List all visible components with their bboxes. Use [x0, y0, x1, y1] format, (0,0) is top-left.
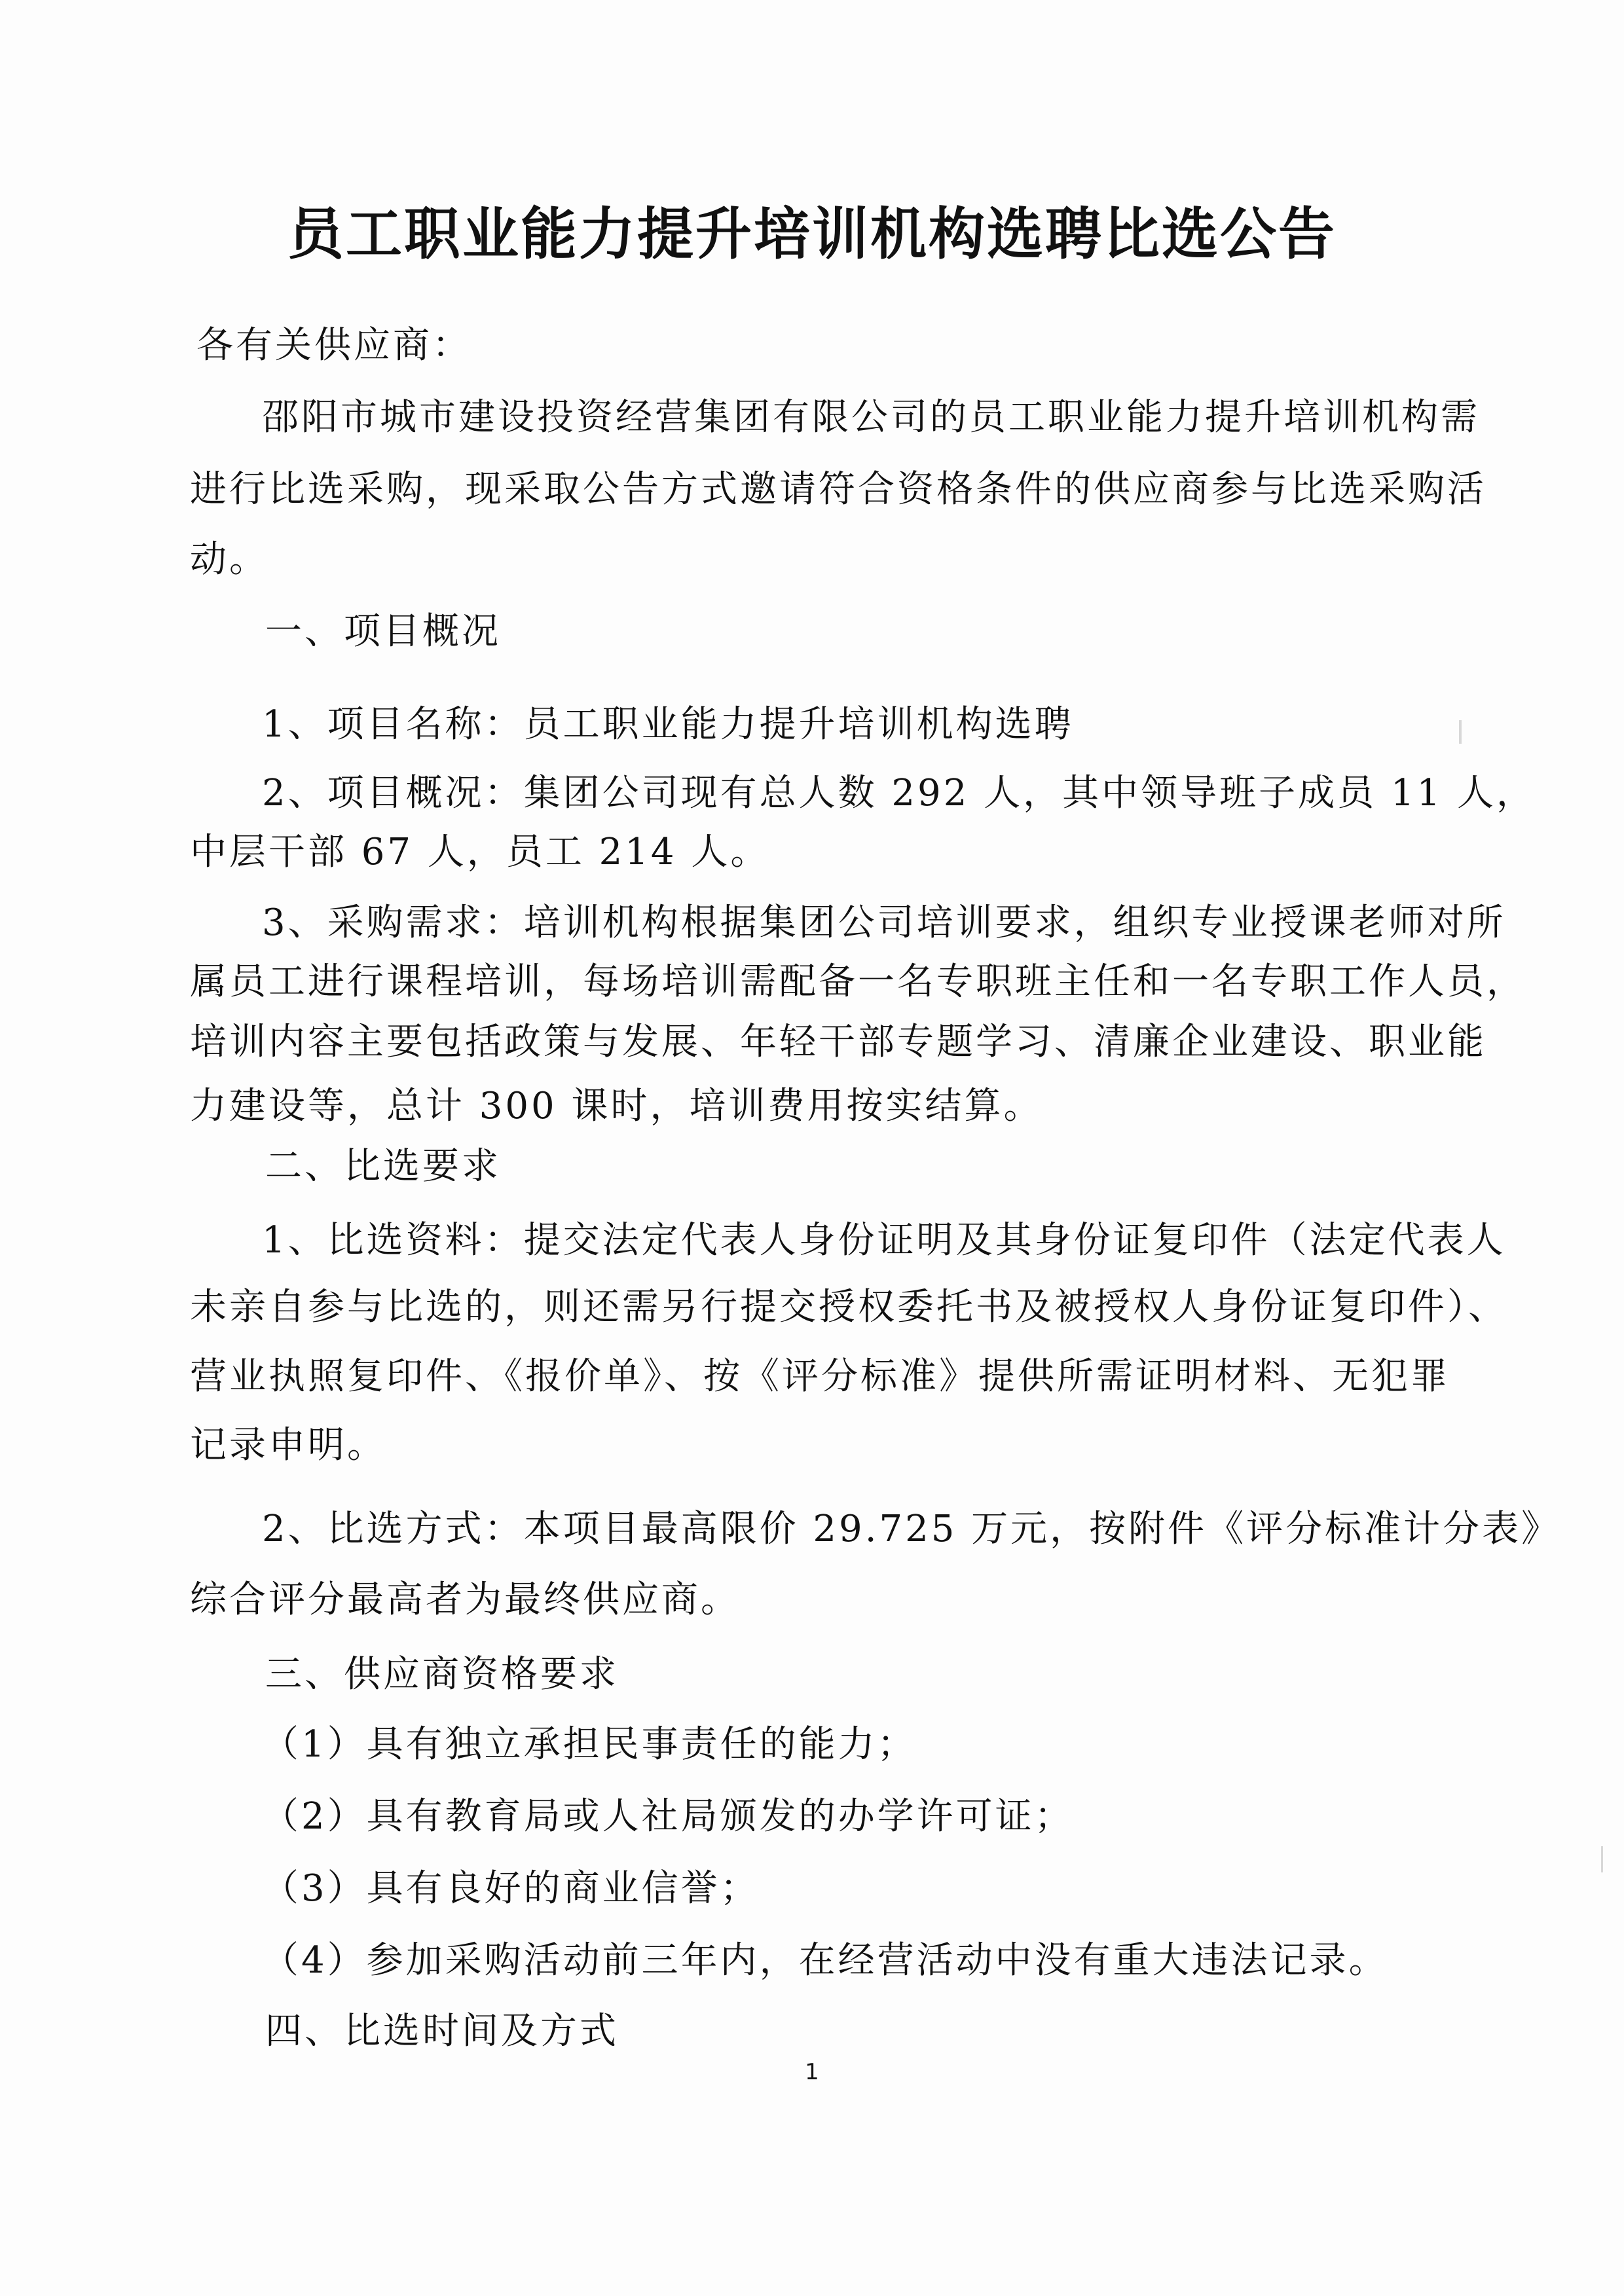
page-number: 1: [805, 2059, 819, 2085]
section-heading: 二、比选要求: [265, 1145, 501, 1188]
intro-line: 进行比选采购，现采取公告方式邀请符合资格条件的供应商参与比选采购活: [190, 468, 1486, 511]
list-item: （3）具有良好的商业信誉；: [262, 1867, 760, 1910]
paragraph-line: 3、采购需求：培训机构根据集团公司培训要求，组织专业授课老师对所: [262, 902, 1506, 944]
section-heading: 四、比选时间及方式: [265, 2010, 619, 2052]
intro-line: 邵阳市城市建设投资经营集团有限公司的员工职业能力提升培训机构需: [262, 396, 1480, 439]
paragraph-line: 力建设等，总计 300 课时，培训费用按实结算。: [190, 1085, 1043, 1127]
document-title: 员工职业能力提升培训机构选聘比选公告: [287, 202, 1337, 267]
paragraph-line: 未亲自参与比选的，则还需另行提交授权委托书及被授权人身份证复印件）、: [190, 1286, 1507, 1328]
list-item: （2）具有教育局或人社局颁发的办学许可证；: [262, 1795, 1074, 1838]
paragraph-line: 营业执照复印件、《报价单》、按《评分标准》提供所需证明材料、无犯罪: [190, 1355, 1450, 1398]
salutation: 各有关供应商：: [196, 324, 471, 367]
paragraph-line: 1、比选资料：提交法定代表人身份证明及其身份证复印件（法定代表人: [262, 1219, 1506, 1262]
paragraph-line: 综合评分最高者为最终供应商。: [190, 1578, 740, 1621]
intro-line: 动。: [190, 538, 268, 581]
paragraph-line: 属员工进行课程培训，每场培训需配备一名专职班主任和一名专职工作人员，: [190, 960, 1526, 1003]
paragraph-line: 中层干部 67 人，员工 214 人。: [190, 831, 770, 873]
paragraph-line: 1、项目名称：员工职业能力提升培训机构选聘: [262, 703, 1074, 746]
list-item: （1）具有独立承担民事责任的能力；: [262, 1723, 917, 1766]
scan-artifact: [1459, 720, 1462, 744]
paragraph-line: 培训内容主要包括政策与发展、年轻干部专题学习、清廉企业建设、职业能: [190, 1021, 1486, 1063]
list-item: （4）参加采购活动前三年内，在经营活动中没有重大违法记录。: [262, 1939, 1388, 1982]
paragraph-line: 2、项目概况：集团公司现有总人数 292 人，其中领导班子成员 11 人，: [262, 772, 1536, 814]
section-heading: 一、项目概况: [265, 610, 501, 653]
scan-artifact: [1601, 1846, 1603, 1872]
paragraph-line: 2、比选方式：本项目最高限价 29.725 万元，按附件《评分标准计分表》: [262, 1508, 1561, 1550]
section-heading: 三、供应商资格要求: [265, 1653, 619, 1696]
paragraph-line: 记录申明。: [190, 1424, 386, 1467]
